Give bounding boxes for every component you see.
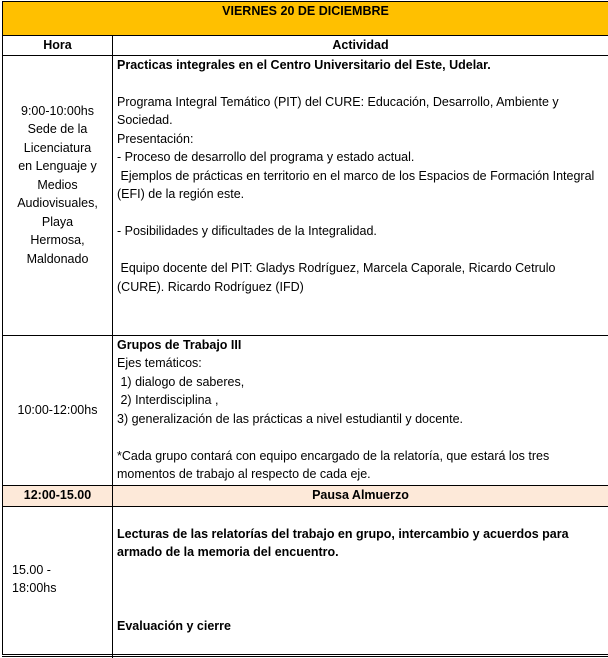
spacer bbox=[117, 74, 604, 93]
venue-line: Playa bbox=[41, 214, 74, 229]
axes-label: Ejes temáticos: bbox=[117, 356, 202, 370]
closing-text: Evaluación y cierre bbox=[117, 618, 231, 633]
axis-item: 2) Interdisciplina , bbox=[117, 393, 219, 407]
presentation-item: - Posibilidades y dificultades de la Integralidad. bbox=[117, 224, 377, 238]
bottom-border bbox=[2, 656, 608, 657]
presentation-item: Ejemplos de prácticas en territorio en el marco de los Espacios de Formación Integral (EFI) de la región este. bbox=[117, 168, 598, 201]
time-line: 18:00hs bbox=[12, 581, 57, 595]
time-cell-2: 10:00-12:00hs bbox=[3, 335, 113, 485]
title-row bbox=[3, 2, 608, 36]
day-title: VIERNES 20 DE DICIEMBRE bbox=[3, 2, 608, 36]
venue-line: en Lenguaje y bbox=[18, 159, 97, 173]
spacer bbox=[117, 204, 604, 223]
presentation-item: - Proceso de desarrollo del programa y estado actual. bbox=[117, 150, 415, 164]
spacer bbox=[117, 241, 604, 260]
header-actividad: Actividad bbox=[113, 36, 608, 56]
time-line: 15.00 - bbox=[12, 562, 51, 577]
time-cell-1 bbox=[3, 55, 113, 335]
schedule-row-2 bbox=[3, 335, 608, 485]
schedule-row-3 bbox=[3, 506, 608, 654]
schedule-row-1 bbox=[3, 55, 608, 335]
venue-line: Sede de la bbox=[27, 122, 88, 136]
venue-line: Hermosa, bbox=[30, 233, 85, 247]
venue-line: Maldonado bbox=[26, 251, 89, 266]
header-row bbox=[3, 36, 608, 56]
time-line: 9:00-10:00hs bbox=[21, 103, 94, 118]
team-text: Equipo docente del PIT: Gladys Rodríguez, Marcela Caporale, Ricardo Cetrulo (CURE). Ricardo Rodríguez (IFD) bbox=[117, 261, 559, 294]
program-text: Programa Integral Temático (PIT) del CURE: Educación, Desarrollo, Ambiente y Sociedad. bbox=[117, 94, 559, 127]
spacer bbox=[117, 562, 604, 617]
header-hora: Hora bbox=[3, 36, 113, 56]
presentation-label: Presentación: bbox=[117, 131, 194, 146]
venue-line: Licenciatura bbox=[23, 140, 92, 155]
activity-heading: Grupos de Trabajo III bbox=[117, 337, 242, 352]
activity-cell-1 bbox=[113, 55, 608, 335]
axis-item: 3) generalización de las prácticas a nivel estudiantil y docente. bbox=[117, 411, 464, 426]
lunch-break-row bbox=[3, 485, 608, 506]
break-label: Pausa Almuerzo bbox=[113, 485, 608, 506]
activity-cell-2 bbox=[113, 335, 608, 485]
activity-cell-3 bbox=[113, 506, 608, 654]
venue-line: Medios bbox=[37, 177, 78, 192]
activity-heading: Practicas integrales en el Centro Universitario del Este, Udelar. bbox=[117, 57, 491, 72]
axis-item: 1) dialogo de saberes, bbox=[117, 374, 245, 389]
venue-line: Audiovisuales, bbox=[17, 196, 98, 210]
time-cell-3 bbox=[3, 506, 113, 654]
spacer bbox=[117, 428, 604, 447]
readings-text: Lecturas de las relatorías del trabajo en grupo, intercambio y acuerdos para armado de la memoria del encuentro. bbox=[117, 526, 569, 559]
schedule-table bbox=[2, 1, 608, 655]
group-note: *Cada grupo contará con equipo encargado de la relatoría, que estará los tres momentos de trabajo al respecto de cada eje. bbox=[117, 448, 550, 481]
break-time: 12:00-15.00 bbox=[3, 485, 113, 506]
bottom-divider-tick bbox=[112, 654, 113, 658]
